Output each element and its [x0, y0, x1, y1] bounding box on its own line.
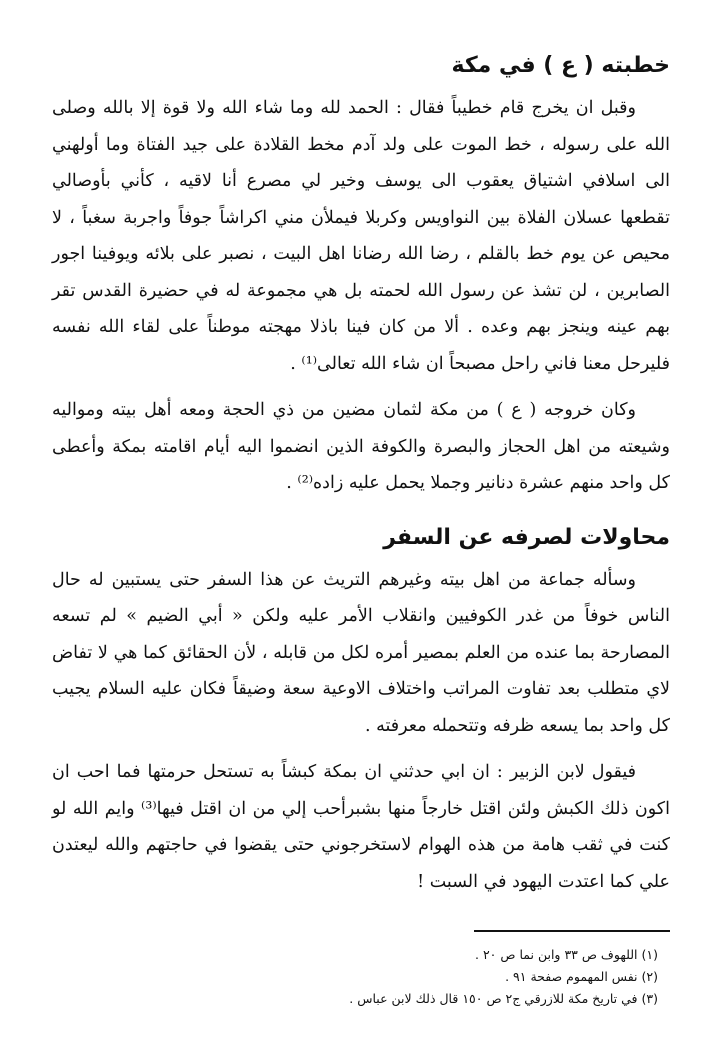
footnote-1: (١) اللهوف ص ٣٣ وابن نما ص ٢٠ .: [475, 947, 658, 962]
footnote-divider: [474, 930, 670, 932]
paragraph-request-to-delay: وسأله جماعة من اهل بيته وغيرهم التريث عن هذا السفر حتى يستبين له حال الناس خوفاً من غدر الكوفيين وانقلاب الأمر عليه ولكن « أبي الضيم » لم تسعه المصارحة بما عنده من العلم بمصير أمره لكل من قابله ، لأن الحقائق كما هي لا تفاض لاي متطلب بعد تفاوت المراتب واختلاف الاوعية سعة وضيقاً فكان عليه السلام يجيب كل واحد بما يسعه ظرفه وتتحمله معرفته .: [52, 569, 670, 736]
paragraph-reply-to-ibn-zubayr: فيقول لابن الزبير : ان ابي حدثني ان بمكة كبشاً به تستحل حرمتها فما احب ان اكون ذلك الكبش ولئن اقتل خارجاً منها بشبرأحب إلي من ان اقتل فيها⁽³⁾ وايم الله لو كنت في ثقب هامة من هذه الهوام لاستخرجوني حتى يقضوا في حاجتهم والله ليعتدن علي كما اعتدت اليهود في السبت !: [52, 762, 670, 892]
section-heading-attempts-to-dissuade: محاولات لصرفه عن السفر: [383, 524, 670, 550]
section-heading-sermon-in-mecca: خطبته ( ع ) في مكة: [451, 53, 670, 78]
footnote-3: (٣) في تاريخ مكة للازرقي ج٢ ص ١٥٠ قال ذلك لابن عباس .: [349, 991, 658, 1006]
paragraph-departure: وكان خروجه ( ع ) من مكة لثمان مضين من ذي الحجة ومعه أهل بيته ومواليه وشيعته من اهل الحجاز والبصرة والكوفة الذين انضموا اليه أيام اقامته بمكة وأعطى كل واحد منهم عشرة دنانير وجملا يحمل عليه زاده⁽²⁾ .: [52, 400, 670, 493]
paragraph-sermon: وقبل ان يخرج قام خطيباً فقال : الحمد لله وما شاء الله ولا قوة إلا بالله وصلى الله على رسوله ، خط الموت على ولد آدم مخط القلادة على جيد الفتاة وما أولهني الى اسلافي اشتياق يعقوب الى يوسف وخير لي مصرع أنا لاقيه ، كأني بأوصالي تقطعها عسلان الفلاة بين النواويس وكربلا فيملأن مني اكراشاً جوفاً واجربة سغباً ، لا محيص عن يوم خط بالقلم ، رضا الله رضانا اهل البيت ، نصبر على بلائه ويوفينا اجور الصابرين ، لن تشذ عن رسول الله لحمته بل هي مجموعة له في حضيرة القدس تقر بهم عينه وينجز بهم وعده . ألا من كان فينا باذلا مهجته موطناً على لقاء الله نفسه فليرحل معنا فاني راحل مصبحاً ان شاء الله تعالى⁽¹⁾ .: [52, 98, 670, 374]
footnote-2: (٢) نفس المهموم صفحة ٩١ .: [505, 969, 658, 984]
footnotes: [52, 930, 670, 1010]
